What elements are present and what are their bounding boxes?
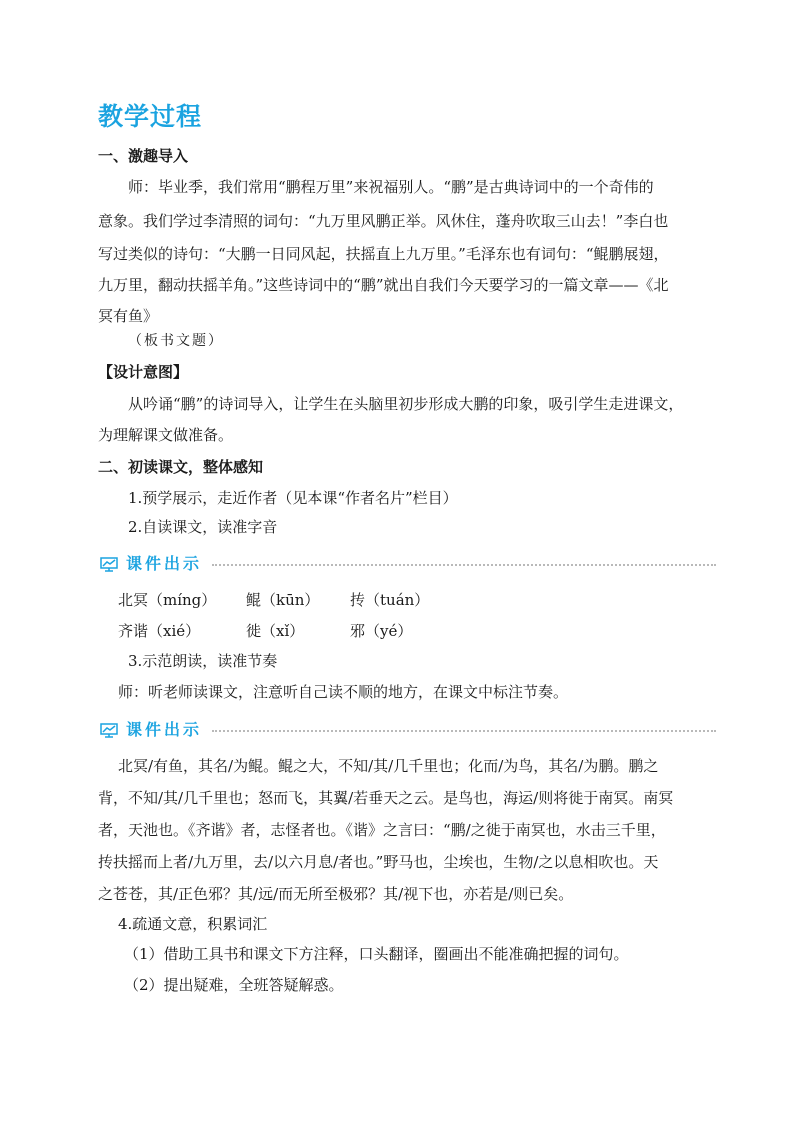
dotted-divider (212, 730, 716, 732)
intro-line-5: 冥有鱼》 (98, 307, 159, 325)
courseware-banner-2 (100, 719, 716, 741)
pinyin-item: 徙（xǐ） (246, 622, 305, 640)
passage-line-3: 者，天池也。《齐谐》者，志怪者也。《谐》之言曰：“鹏/之徙于南冥也，水击三千里， (98, 821, 666, 839)
page-title: 教学过程 (98, 102, 203, 131)
step-2: 2.自读课文，读准字音 (128, 518, 278, 536)
intro-line-1: 师：毕业季，我们常用“鹏程万里”来祝福别人。“鹏”是古典诗词中的一个奇伟的 (128, 178, 654, 196)
passage-line-1: 北冥/有鱼，其名/为鲲。鲲之大，不知/其/几千里也；化而/为鸟，其名/为鹏。鹏之 (118, 757, 659, 775)
passage-line-2: 背，不知/其/几千里也；怒而飞，其翼/若垂天之云。是鸟也，海运/则将徙于南冥。南冥 (98, 789, 674, 807)
section1-heading: 一、激趣导入 (98, 147, 189, 165)
pinyin-item: 齐谐（xié） (118, 622, 201, 640)
teacher-instruction: 师：听老师读课文，注意听自己读不顺的地方，在课文中标注节奏。 (118, 683, 569, 701)
passage-line-4: 抟扶摇而上者/九万里，去/以六月息/者也。”野马也，尘埃也，生物/之以息相吹也。天 (98, 853, 659, 871)
board-note: （板书文题） (128, 333, 224, 349)
pinyin-item: 北冥（míng） (118, 591, 217, 609)
banner-label: 课件出示 (126, 554, 203, 573)
sub-step-1: （1）借助工具书和课文下方注释，口头翻译，圈画出不能准确把握的词句。 (124, 945, 629, 963)
presentation-chart-icon (100, 722, 118, 738)
step-4: 4.疏通文意，积累词汇 (118, 915, 268, 933)
design-heading: 【设计意图】 (98, 363, 189, 381)
banner-label: 课件出示 (126, 720, 203, 739)
design-line-2: 为理解课文做准备。 (98, 426, 234, 444)
intro-line-3: 写过类似的诗句：“大鹏一日同风起，扶摇直上九万里。”毛泽东也有词句：“鲲鹏展翅， (98, 245, 669, 263)
courseware-banner-1 (100, 553, 716, 575)
pinyin-item: 鲲（kūn） (246, 591, 320, 609)
intro-line-2: 意象。我们学过李清照的词句：“九万里风鹏正举。风休住，蓬舟吹取三山去！”李白也 (98, 212, 669, 230)
section2-heading: 二、初读课文，整体感知 (98, 458, 264, 476)
dotted-divider (212, 564, 716, 566)
intro-line-4: 九万里，翻动扶摇羊角。”这些诗词中的“鹏”就出自我们今天要学习的一篇文章——《北 (98, 276, 669, 294)
step-3: 3.示范朗读，读准节奏 (128, 652, 278, 670)
pinyin-item: 抟（tuán） (350, 591, 430, 609)
pinyin-item: 邪（yé） (350, 622, 413, 640)
passage-line-5: 之苍苍，其/正色邪？其/远/而无所至极邪？其/视下也，亦若是/则已矣。 (98, 885, 574, 903)
presentation-chart-icon (100, 556, 118, 572)
step-1: 1.预学展示，走近作者（见本课“作者名片”栏目） (128, 489, 458, 507)
design-line-1: 从吟诵“鹏”的诗词导入，让学生在头脑里初步形成大鹏的印象，吸引学生走进课文， (128, 395, 684, 413)
sub-step-2: （2）提出疑难，全班答疑解惑。 (124, 976, 344, 994)
